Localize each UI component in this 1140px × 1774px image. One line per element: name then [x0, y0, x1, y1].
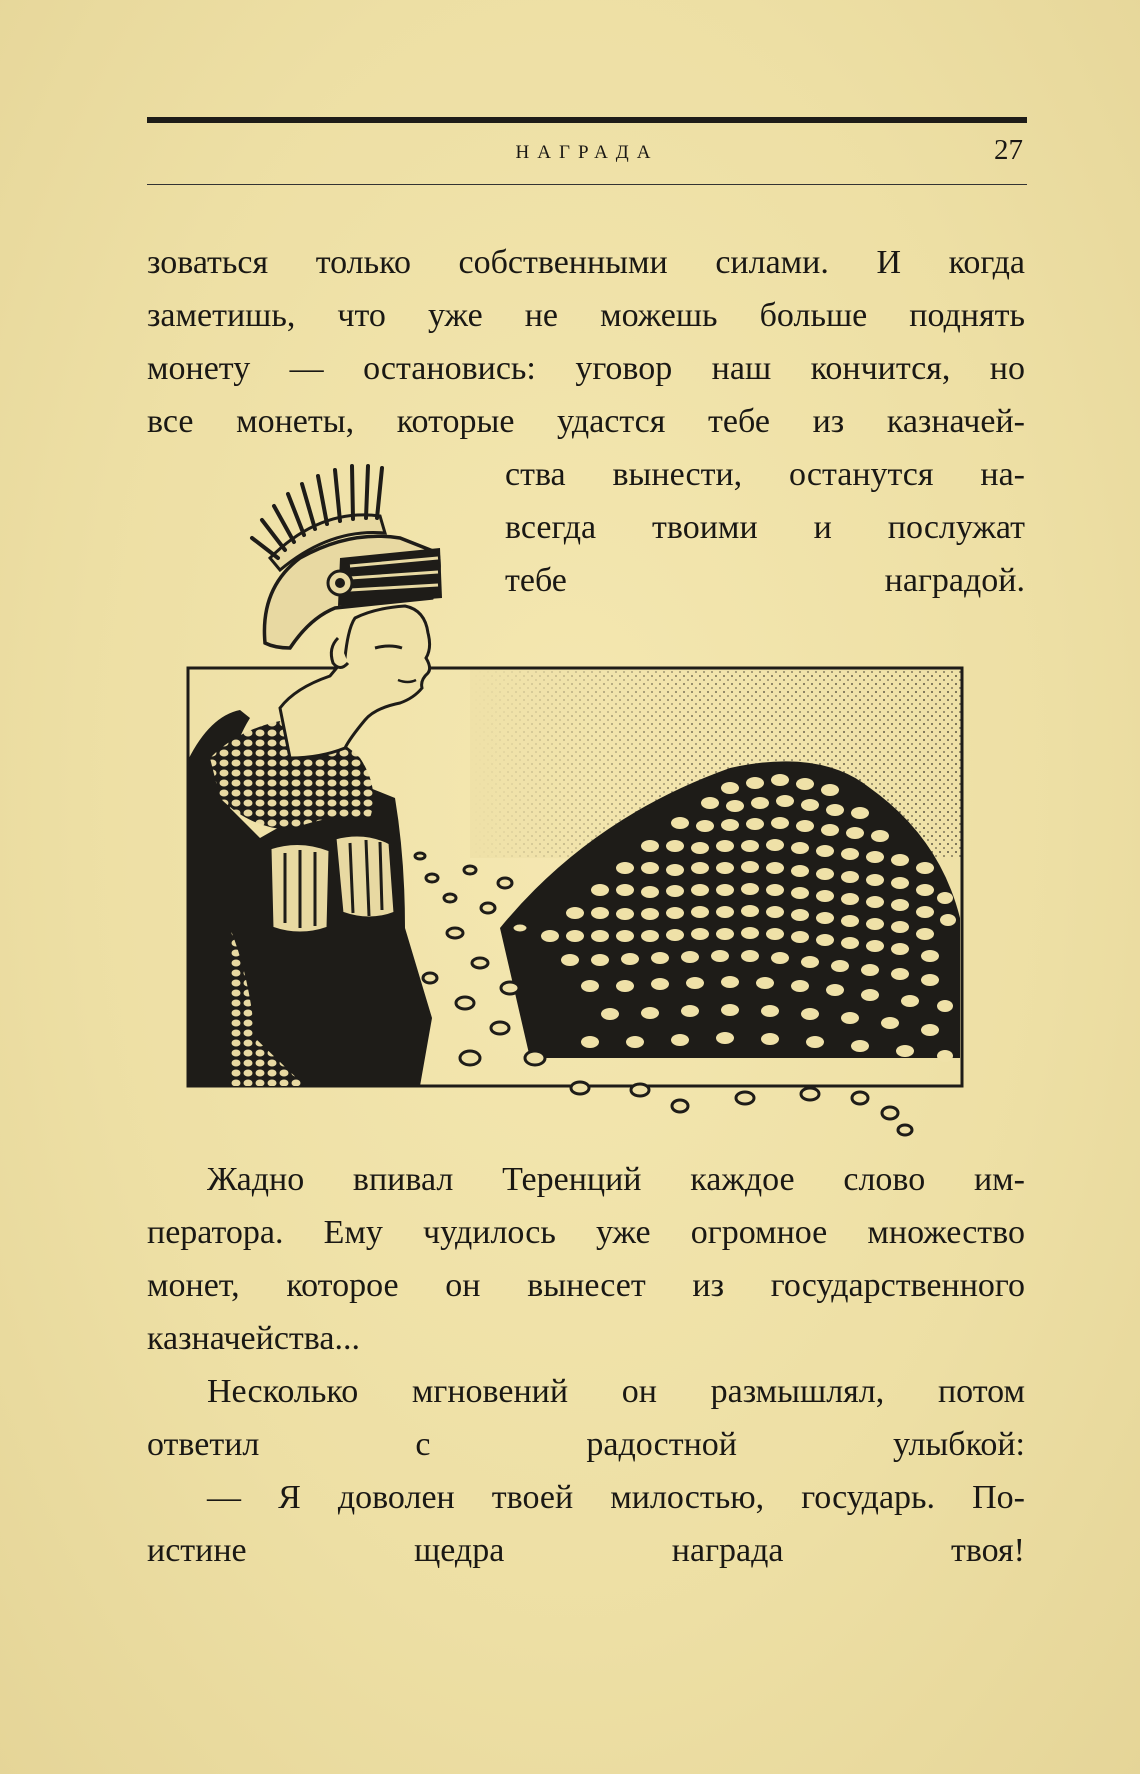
text-line: Жадно впивал Теренций каждое слово им- — [207, 1161, 1025, 1198]
text-line: всегда твоими и послужат — [505, 509, 1025, 546]
text-line: ператора. Ему чудилось уже огромное множество — [147, 1214, 1025, 1251]
text-line: Несколько мгновений он размышлял, потом — [207, 1373, 1025, 1410]
text-line: тебе наградой. — [505, 562, 1025, 599]
text-line: монет, которое он вынесет из государственного — [147, 1267, 1025, 1304]
page-number: 27 — [994, 134, 1023, 166]
text-line: — Я доволен твоей милостью, государь. По- — [207, 1479, 1025, 1516]
text-line: все монеты, которые удастся тебе из казначей- — [147, 403, 1025, 440]
paragraph-opening — [147, 236, 1025, 448]
running-head — [147, 132, 1027, 172]
paragraph-closing — [147, 1153, 1025, 1577]
illustration-emperor-and-coins — [170, 458, 980, 1138]
header-rule-thick — [147, 117, 1027, 123]
roman-emperor-figure — [188, 466, 442, 1086]
text-line: ответил с радостной улыбкой: — [147, 1426, 1025, 1463]
header-rule-thin — [147, 184, 1027, 185]
text-line: заметишь, что уже не можешь больше поднять — [147, 297, 1025, 334]
text-line: истине щедра награда твоя! — [147, 1532, 1025, 1569]
text-line: монету — остановись: уговор наш кончится, но — [147, 350, 1025, 387]
text-line: зоваться только собственными силами. И когда — [147, 244, 1025, 281]
text-line: ства вынести, останутся на- — [505, 456, 1025, 493]
text-line: казначейства... — [147, 1320, 360, 1357]
running-title: НАГРАДА — [515, 142, 659, 163]
